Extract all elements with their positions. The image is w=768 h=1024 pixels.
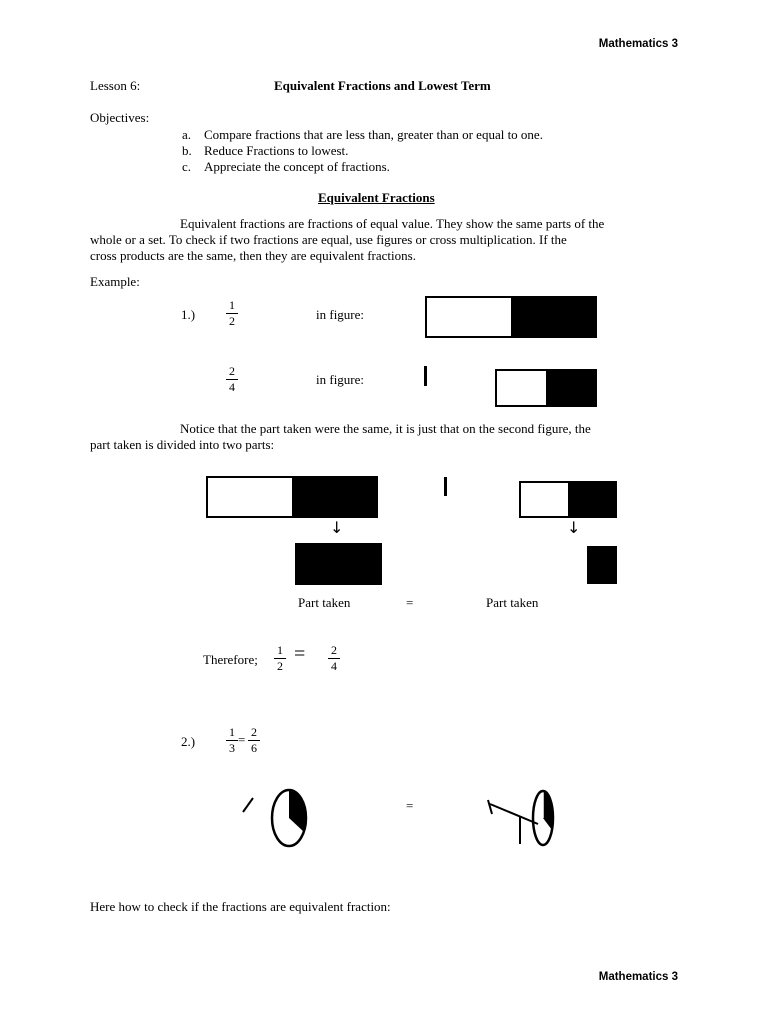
half-bar-figure bbox=[425, 296, 597, 338]
down-arrow-icon: ↓ bbox=[330, 518, 344, 537]
unshaded-part bbox=[208, 478, 292, 516]
objective-item: c. Appreciate the concept of fractions. bbox=[182, 159, 390, 174]
part-taken-left-label: Part taken bbox=[298, 595, 351, 610]
shaded-part bbox=[511, 298, 595, 336]
tick-mark bbox=[424, 366, 427, 386]
down-arrow-icon: ↓ bbox=[567, 518, 581, 537]
objective-item: a. Compare fractions that are less than, greater than or equal to one. bbox=[182, 127, 543, 142]
fraction-two-fourths: 2 4 bbox=[328, 644, 340, 673]
therefore-label: Therefore; bbox=[203, 652, 258, 667]
unshaded-part bbox=[497, 371, 546, 405]
two-sixths-circle-figure bbox=[480, 786, 570, 850]
part-taken-right-label: Part taken bbox=[486, 595, 539, 610]
section-title: Equivalent Fractions bbox=[318, 190, 435, 205]
quarters-bar-figure bbox=[495, 369, 597, 407]
in-figure-label-2: in figure: bbox=[316, 372, 365, 387]
notice-paragraph: Notice that the part taken were the same, it is just that on the second figure, the part taken is divided into two parts: bbox=[90, 421, 591, 452]
page-header: Mathematics 3 bbox=[598, 38, 678, 50]
one-third-circle-figure bbox=[235, 786, 315, 850]
objectives-label: Objectives: bbox=[90, 110, 150, 125]
left-bar-figure bbox=[206, 476, 378, 518]
objectives-list bbox=[182, 127, 543, 175]
tick-mark bbox=[444, 477, 447, 496]
lesson-label: Lesson 6: bbox=[90, 78, 141, 93]
right-bar-figure bbox=[519, 481, 617, 518]
equals-sign: = bbox=[406, 595, 414, 610]
shaded-part bbox=[292, 478, 376, 516]
closing-text: Here how to check if the fractions are equivalent fraction: bbox=[90, 899, 391, 914]
equals-sign: = bbox=[406, 798, 414, 813]
intro-paragraph: Equivalent fractions are fractions of equal value. They show the same parts of the whole or a set. To check if two fractions are equal, use figures or cross multiplication. If the cross products are the same, then they are equivalent fractions. bbox=[90, 216, 605, 263]
example-label: Example: bbox=[90, 274, 140, 289]
equals-sign: = bbox=[238, 732, 246, 747]
page-footer: Mathematics 3 bbox=[598, 971, 678, 983]
part-taken-left-block bbox=[295, 543, 382, 585]
lesson-title: Equivalent Fractions and Lowest Term bbox=[274, 78, 491, 93]
shaded-part bbox=[546, 371, 595, 405]
fraction-one-half: 1 2 bbox=[226, 299, 238, 328]
unshaded-part bbox=[427, 298, 511, 336]
fraction-one-third: 1 3 bbox=[226, 726, 238, 755]
example-2-number: 2.) bbox=[181, 734, 196, 749]
in-figure-label: in figure: bbox=[316, 307, 365, 322]
objective-item: b. Reduce Fractions to lowest. bbox=[182, 143, 349, 158]
shaded-part bbox=[568, 483, 615, 516]
equals-sign: = bbox=[294, 643, 306, 665]
fraction-one-half: 1 2 bbox=[274, 644, 286, 673]
example-1-number: 1.) bbox=[181, 307, 196, 322]
fraction-two-sixths: 2 6 bbox=[248, 726, 260, 755]
fraction-two-fourths: 2 4 bbox=[226, 365, 238, 394]
part-taken-right-block bbox=[587, 546, 617, 584]
unshaded-part bbox=[521, 483, 568, 516]
